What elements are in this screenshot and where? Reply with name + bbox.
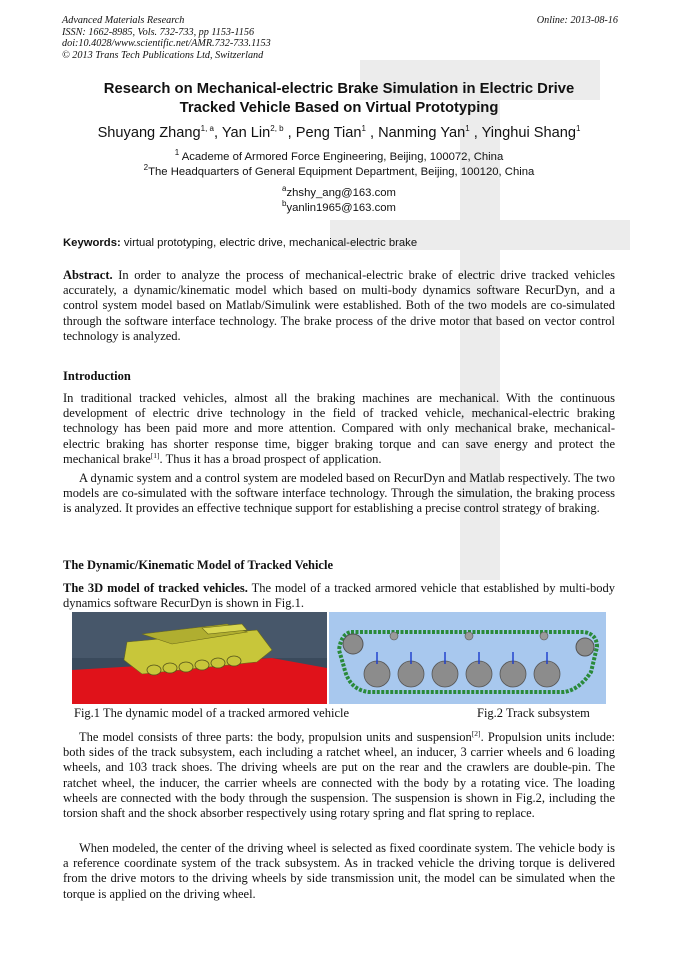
affiliation-sup: 2 [143,163,149,173]
author-sup: 1, a [200,124,214,134]
paper-title [40,80,638,118]
introduction-paragraph-1 [63,391,615,467]
email-text[interactable]: zhshy_ang@163.com [286,187,396,199]
intro-p1-text: In traditional tracked vehicles, almost all the braking machines are mechanical. With the continuous development of electric drive technology in the field of tracked vehicle, mechanical-electric braking technology has been paid more and more attention. Compared with only mechanical brake, mechanical-electric braking has shorter response time, bigger braking torque and can save energy and protect the mechanical brake [63,391,615,466]
section-paragraph-2 [63,730,615,821]
keywords-text: virtual prototyping, electric drive, mechanical-electric brake [123,237,418,249]
section-paragraph-3 [63,841,615,902]
section-paragraph-1 [63,581,615,611]
section-p3-text: When modeled, the center of the driving wheel is selected as fixed coordinate system. The vehicle body is a reference coordinate system of the track subsystem. As in tracked vehicle the driving torque is delivered from the drive motors to the driving wheels by side transmission unit, the model can be simulated when the torque is applied on the driving wheel. [63,841,615,901]
title-line-1: Research on Mechanical-electric Brake Simulation in Electric Drive [103,81,575,97]
email-sup: b [282,199,287,209]
author-name: Peng Tian [295,125,362,141]
author-name: Yinghui Shang [481,125,576,141]
author-sup: 1 [361,124,366,134]
section-p2-text: The model consists of three parts: the body, propulsion units and suspension [79,730,472,744]
section-heading: The Dynamic/Kinematic Model of Tracked Vehicle [63,558,334,572]
affiliation-sup: 1 [174,148,180,158]
title-line-2: Tracked Vehicle Based on Virtual Prototyping [179,100,499,116]
author-sup: 1 [575,124,581,134]
email-1 [20,186,658,201]
introduction-heading: Introduction [63,369,131,383]
affiliation-text: The Headquarters of General Equipment Department, Beijing, 100120, China [148,166,535,178]
author-name: Yan Lin [221,125,271,141]
figure-1-caption: Fig.1 The dynamic model of a tracked armored vehicle [74,706,350,720]
affiliation-2 [20,165,658,180]
journal-header [62,15,618,61]
section-p1-text: The model of a tracked armored vehicle that established by multi-body dynamics software RecurDyn is shown in Fig.1. [63,581,616,611]
author-sup: 1 [465,124,470,134]
figure-2-caption: Fig.2 Track subsystem [477,706,590,720]
affiliation-1 [20,150,658,165]
author-sup: 2, b [270,124,284,134]
figure-1-vehicle-model [72,612,327,704]
journal-copyright: © 2013 Trans Tech Publications Ltd, Switzerland [62,49,264,61]
author-name: Shuyang Zhang [97,125,201,141]
intro-p1-end: . Thus it has a broad prospect of application. [159,451,382,466]
email-2 [20,201,658,216]
intro-p2-text: A dynamic system and a control system are modeled based on RecurDyn and Matlab respectively. The two models are co-simulated with the software interface technology. Through the simulation, the braking process is analyzed. It provides an effective technique support for establishing a precise control strategy of braking. [63,471,615,516]
journal-doi: doi:10.4028/www.scientific.net/AMR.732-733.1153 [62,38,271,50]
introduction-paragraph-2 [63,471,615,517]
abstract-label: Abstract. [63,268,113,282]
journal-issn: ISSN: 1662-8985, Vols. 732-733, pp 1153-1156 [62,26,255,38]
section-p2-end: . Propulsion units include: both sides of the track subsystem, each including a ratchet wheel, an inducer, 3 carrier wheels and 6 loading wheels, and 103 track shoes. The driving wheels are put on the rear and the crawlers are double-pin. The ratchet wheel, the inducer, the carrier wheels are connected with the body by a rotating vice. The loading wheels are connected with the body through the suspension. The suspension is shown in Fig.2, including the torsion shaft and the shock absorber respectively using rotary spring and flat spring to replace. [63,730,616,821]
abstract [63,268,615,344]
email-sup: a [282,184,287,194]
citation-ref[interactable]: [1] [150,450,160,460]
abstract-text: In order to analyze the process of mechanical-electric brake of electric drive tracked vehicles accurately, a dynamic/kinematic model which based on multi-body dynamics software RecurDyn, and a control system model based on Matlab/Simulink were established. Both of the two models are co-simulated through the software interface technology. The brake process of the drive motor that based on vector control technology is analyzed. [63,268,615,343]
keywords [63,236,615,251]
journal-name: Advanced Materials Research [62,15,185,26]
affiliation-text: Academe of Armored Force Engineering, Beijing, 100072, China [181,151,504,163]
author-list: Shuyang Zhang$^{1, a}$, Yan Lin$^{2, b}$ , Peng Tian$^1$ , Nanming Yan$^1$ , Yinghui Shang$^1$ [97,124,581,141]
citation-ref[interactable]: [2] [471,728,481,738]
figure-2-track-subsystem [329,612,606,704]
keywords-label: Keywords: [63,237,121,249]
email-text[interactable]: yanlin1965@163.com [286,202,396,214]
subsection-label: The 3D model of tracked vehicles. [63,581,248,595]
online-date: Online: 2013-08-16 [536,15,618,26]
author-name: Nanming Yan [378,125,466,141]
